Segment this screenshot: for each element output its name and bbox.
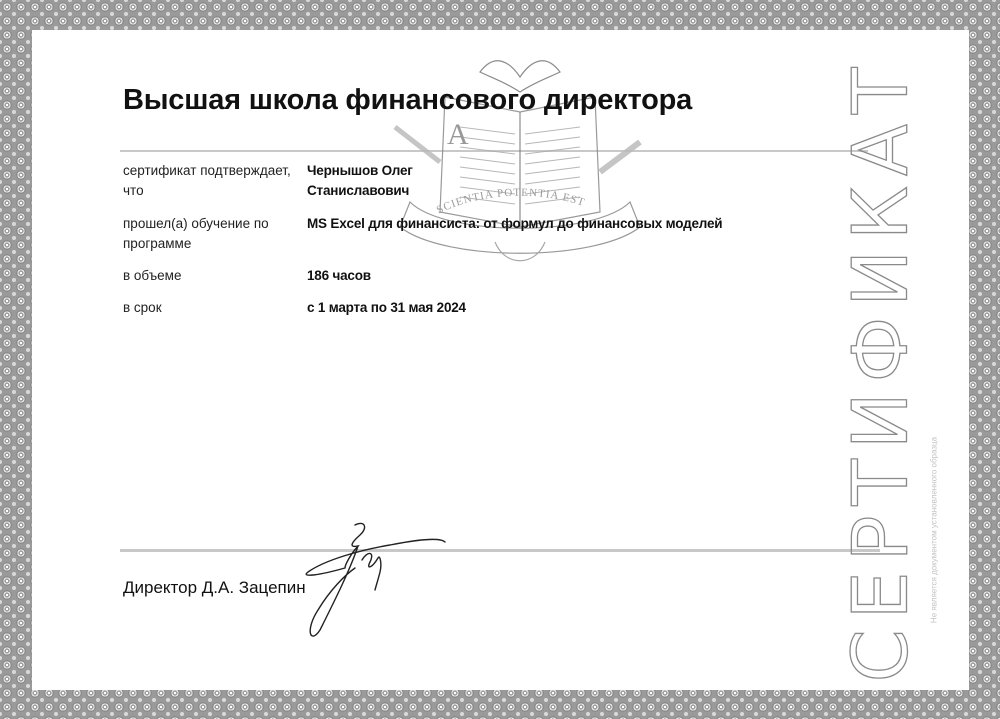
disclaimer-note: Не является документом установленного образца [929,436,939,624]
svg-text:SCIENTIA POTENTIA EST: SCIENTIA POTENTIA EST [434,186,587,217]
school-title: Высшая школа финансового директора [123,84,693,116]
signatory-name: Директор Д.А. Зацепин [123,578,306,597]
field-label: в срок [123,300,162,315]
signature-icon [290,520,455,650]
hours-value: 186 часов [307,268,371,283]
svg-text:A: A [447,118,469,151]
field-label: в объеме [123,268,182,283]
period-value: с 1 марта по 31 мая 2024 [307,300,466,315]
recipient-name: Чернышов Олег Станиславович [307,163,413,198]
program-name: MS Excel для финансиста: от формул до финансовых моделей [307,216,723,231]
field-label: прошел(а) обучение по программе [123,216,269,251]
signature-divider [120,549,880,552]
certificate-vertical-title: СЕРТИФИКАТ [835,57,925,683]
field-label: сертификат подтверждает, что [123,163,291,198]
